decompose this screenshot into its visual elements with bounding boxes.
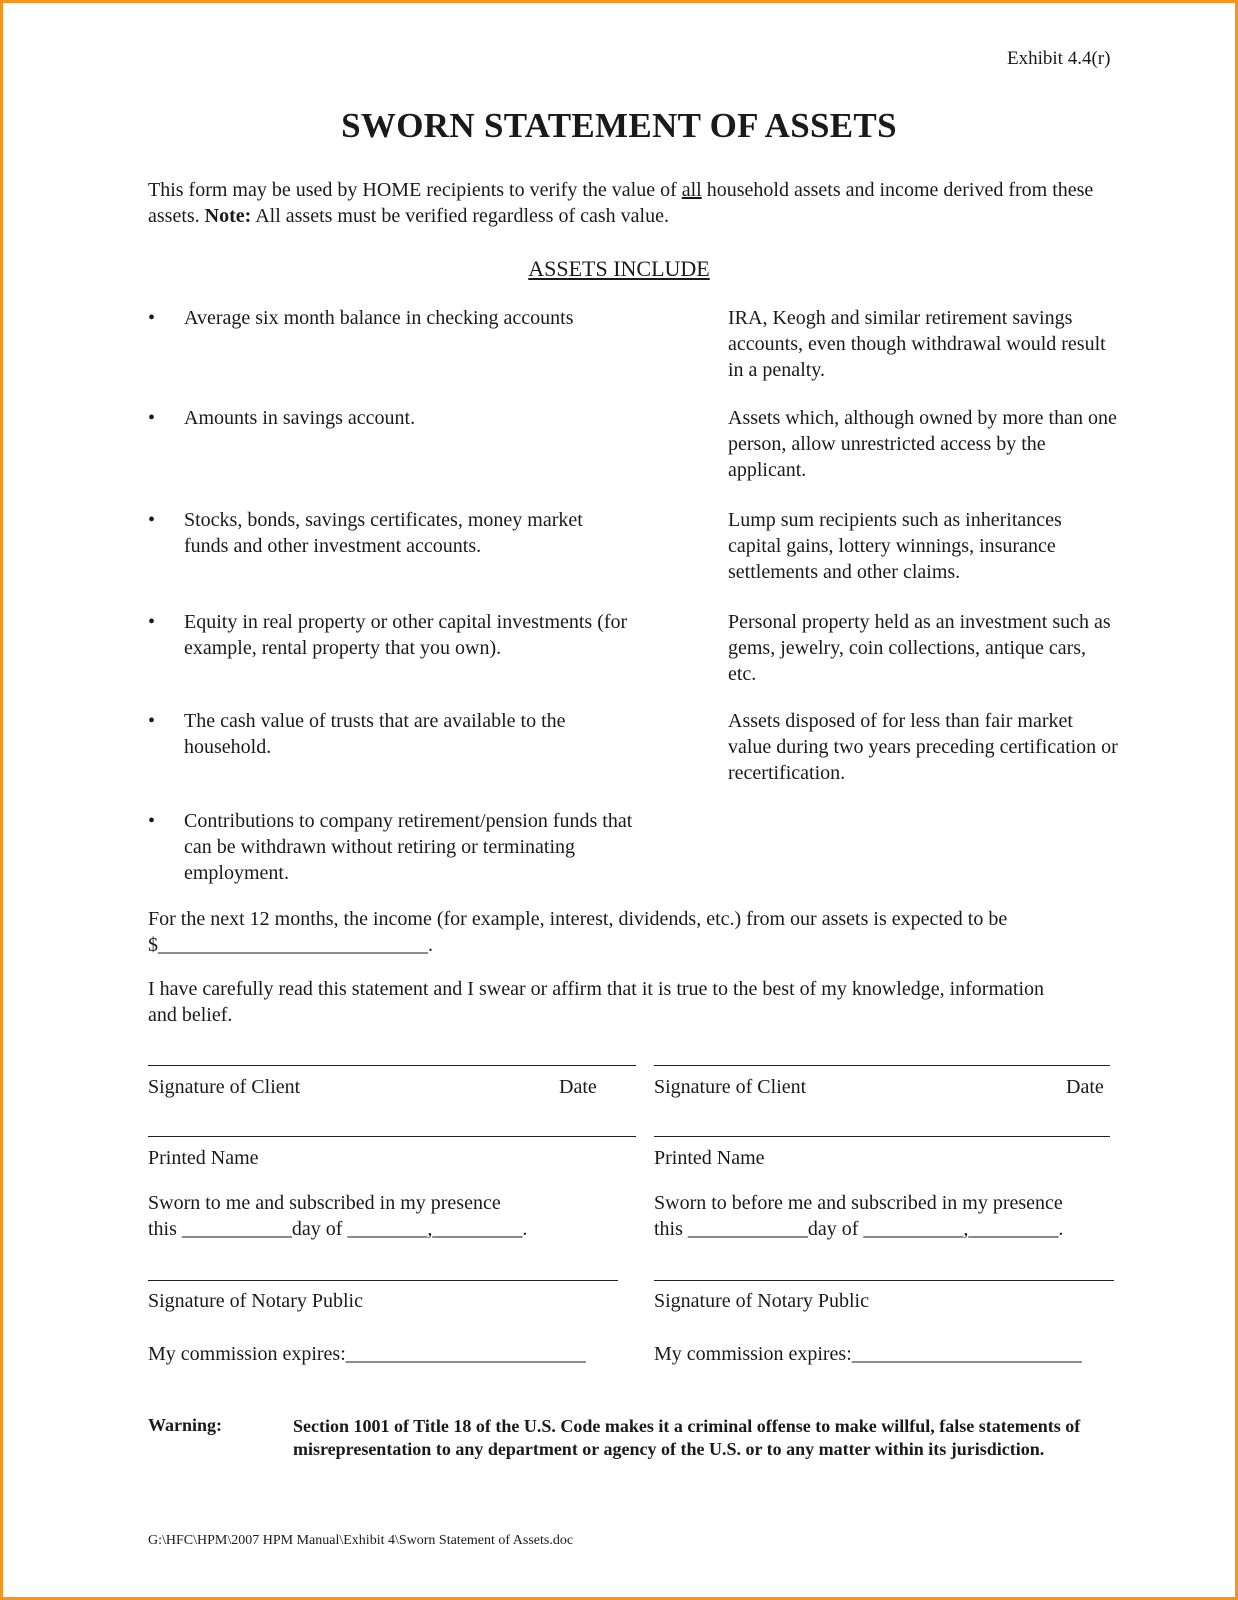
bullet-icon: • — [148, 307, 156, 329]
intro-paragraph — [148, 177, 1108, 229]
note-text: All assets must be verified regardless of cash value. — [251, 205, 669, 227]
income-statement — [148, 906, 1108, 958]
income-statement-line: For the next 12 months, the income (for example, interest, dividends, etc.) from our assets is expected to be — [148, 908, 1008, 930]
printed-name-line — [654, 1136, 1110, 1137]
client-signature-line — [148, 1065, 636, 1066]
sworn-date-fields: this ____________day of __________,_________. — [654, 1218, 1064, 1240]
right-list-item: IRA, Keogh and similar retirement savings accounts, even though withdrawal would result in a penalty. — [728, 307, 1106, 381]
sworn-date-fields: this ___________day of ________,_________. — [148, 1218, 528, 1240]
list-item-text: The cash value of trusts that are available to the household. — [184, 710, 566, 758]
list-item-text: Stocks, bonds, savings certificates, money market funds and other investment accounts. — [184, 509, 583, 557]
income-amount-field: $___________________________. — [148, 934, 433, 956]
page-title: SWORN STATEMENT OF ASSETS — [341, 106, 897, 145]
notary-signature-line — [148, 1280, 618, 1281]
printed-name-line — [148, 1136, 636, 1137]
bullet-icon: • — [148, 710, 156, 732]
right-list-item: Assets which, although owned by more than one person, allow unrestricted access by the applicant. — [728, 407, 1117, 481]
notary-signature-label: Signature of Notary Public — [654, 1290, 869, 1312]
client-signature-label: Signature of Client — [654, 1076, 807, 1098]
list-item-text: Average six month balance in checking accounts — [184, 307, 574, 329]
printed-name-label: Printed Name — [654, 1147, 765, 1169]
intro-text-start: This form may be used by HOME recipients to verify the value of — [148, 179, 682, 201]
date-label: Date — [1066, 1076, 1104, 1098]
affirmation-statement: I have carefully read this statement and I swear or affirm that it is true to the best of my knowledge, information and belief. — [148, 978, 1045, 1026]
commission-expires-field: My commission expires:_______________________ — [654, 1343, 1082, 1365]
bullet-icon: • — [148, 407, 156, 429]
assets-include-heading: ASSETS INCLUDE — [528, 256, 710, 281]
intro-emphasis-all: all — [681, 179, 702, 201]
right-list-item: Personal property held as an investment such as gems, jewelry, coin collections, antique cars, etc. — [728, 611, 1111, 685]
file-path-footer: G:\HFC\HPM\2007 HPM Manual\Exhibit 4\Sworn Statement of Assets.doc — [148, 1533, 574, 1548]
commission-expires-field: My commission expires:________________________ — [148, 1343, 586, 1365]
printed-name-label: Printed Name — [148, 1147, 259, 1169]
right-list-item: Assets disposed of for less than fair market value during two years preceding certification or recertification. — [728, 710, 1118, 784]
intro-text-mid: household assets and income derived from these assets. — [148, 179, 1094, 227]
list-item-text: Contributions to company retirement/pension funds that can be withdrawn without retiring or terminating employment. — [184, 810, 633, 884]
list-item-text: Amounts in savings account. — [184, 407, 416, 429]
warning-text: Section 1001 of Title 18 of the U.S. Code makes it a criminal offense to make willful, false statements of misrepresentation to any department or agency of the U.S. or to any matter within its jurisdiction. — [293, 1416, 1081, 1459]
list-item-text: Equity in real property or other capital investments (for example, rental property that you own). — [184, 611, 628, 659]
bullet-icon: • — [148, 810, 156, 832]
date-label: Date — [559, 1076, 597, 1098]
client-signature-label: Signature of Client — [148, 1076, 301, 1098]
exhibit-number: Exhibit 4.4(r) — [1007, 48, 1111, 69]
sworn-statement-line: Sworn to before me and subscribed in my presence — [654, 1192, 1063, 1214]
warning-label: Warning: — [148, 1415, 223, 1435]
note-label: Note: — [204, 205, 252, 227]
right-list-item: Lump sum recipients such as inheritances capital gains, lottery winnings, insurance settlements and other claims. — [728, 509, 1062, 583]
notary-signature-label: Signature of Notary Public — [148, 1290, 363, 1312]
notary-signature-line — [654, 1280, 1114, 1281]
bullet-icon: • — [148, 509, 156, 531]
bullet-icon: • — [148, 611, 156, 633]
sworn-statement-line: Sworn to me and subscribed in my presence — [148, 1192, 501, 1214]
client-signature-line — [654, 1065, 1110, 1066]
